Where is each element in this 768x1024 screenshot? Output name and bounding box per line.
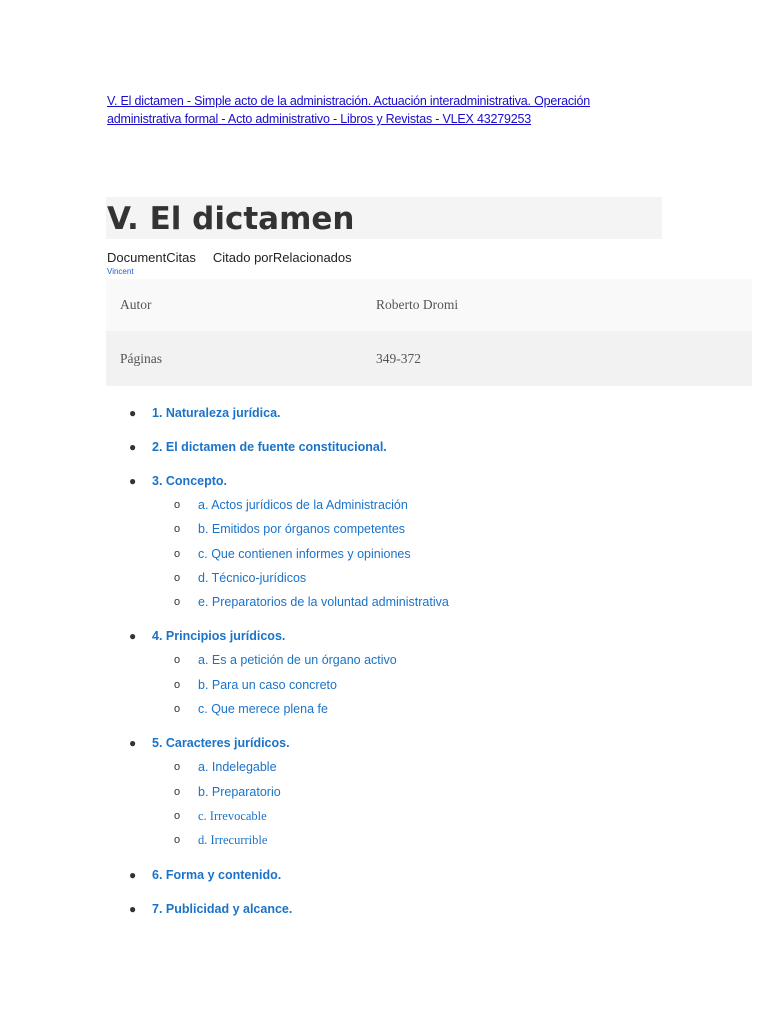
metadata-key: Páginas bbox=[106, 331, 362, 386]
metadata-value: Roberto Dromi bbox=[362, 279, 752, 331]
circle-bullet-icon: o bbox=[174, 547, 181, 560]
circle-bullet-icon: o bbox=[174, 761, 181, 774]
tab-relacionados[interactable]: Relacionados bbox=[272, 250, 352, 265]
toc-item[interactable]: ● 1. Naturaleza jurídica. bbox=[0, 401, 768, 425]
circle-bullet-icon: o bbox=[174, 809, 181, 822]
toc-subitem[interactable]: o b. Para un caso concreto bbox=[152, 673, 768, 697]
metadata-table bbox=[106, 279, 752, 386]
toc-item[interactable]: ● 4. Principios jurídicos. bbox=[0, 624, 768, 648]
tab-citas[interactable]: Citas bbox=[166, 250, 196, 265]
toc-subitem[interactable]: o d. Irrecurrible bbox=[152, 828, 768, 852]
toc-subgroup bbox=[0, 493, 768, 614]
metadata-row-pages bbox=[106, 331, 752, 386]
bullet-icon: ● bbox=[129, 474, 137, 488]
circle-bullet-icon: o bbox=[174, 596, 181, 609]
toc-subitem[interactable]: o c. Irrevocable bbox=[152, 804, 768, 828]
toc-subitem[interactable]: o d. Técnico-jurídicos bbox=[152, 566, 768, 590]
tab-citado-por[interactable]: Citado por bbox=[212, 250, 273, 265]
circle-bullet-icon: o bbox=[174, 499, 181, 511]
circle-bullet-icon: o bbox=[174, 703, 181, 716]
page-title: V. El dictamen bbox=[107, 201, 355, 237]
circle-bullet-icon: o bbox=[174, 678, 181, 691]
metadata-value: 349-372 bbox=[362, 331, 752, 386]
bullet-icon: ● bbox=[129, 629, 137, 644]
toc-subitem[interactable]: o a. Actos jurídicos de la Administración bbox=[152, 493, 768, 517]
bullet-icon: ● bbox=[129, 901, 137, 916]
toc-item[interactable]: ● 6. Forma y contenido. bbox=[0, 863, 768, 887]
vincent-label[interactable]: Vincent bbox=[107, 267, 134, 276]
toc-subitem[interactable]: o b. Preparatorio bbox=[152, 780, 768, 804]
toc-subgroup bbox=[0, 755, 768, 852]
toc-subgroup bbox=[0, 648, 768, 721]
circle-bullet-icon: o bbox=[174, 654, 181, 667]
circle-bullet-icon: o bbox=[174, 785, 181, 798]
circle-bullet-icon: o bbox=[174, 523, 181, 536]
bullet-icon: ● bbox=[129, 736, 137, 751]
toc-subitem[interactable]: o e. Preparatorios de la voluntad administrativa bbox=[152, 590, 768, 614]
circle-bullet-icon: o bbox=[174, 834, 181, 847]
toc-subitem[interactable]: o a. Indelegable bbox=[152, 755, 768, 779]
toc-item[interactable]: ● 2. El dictamen de fuente constitucional. bbox=[0, 435, 768, 459]
table-of-contents bbox=[0, 401, 768, 921]
toc-subitem[interactable]: o a. Es a petición de un órgano activo bbox=[152, 648, 768, 672]
tab-document[interactable]: Document bbox=[107, 250, 167, 265]
toc-subitem[interactable]: o c. Que contienen informes y opiniones bbox=[152, 542, 768, 566]
circle-bullet-icon: o bbox=[174, 571, 181, 584]
metadata-key: Autor bbox=[106, 279, 362, 331]
toc-item[interactable]: ● 7. Publicidad y alcance. bbox=[0, 897, 768, 921]
toc-subitem[interactable]: o b. Emitidos por órganos competentes bbox=[152, 517, 768, 541]
document-source-link[interactable]: V. El dictamen - Simple acto de la administración. Actuación interadministrativa. Operación administrativa formal - Acto administrativo - Libros y Revistas - VLEX 43279253 bbox=[107, 94, 590, 126]
document-tabs bbox=[107, 250, 352, 266]
toc-item[interactable]: ● 5. Caracteres jurídicos. bbox=[0, 731, 768, 755]
toc-subitem[interactable]: o c. Que merece plena fe bbox=[152, 697, 768, 721]
bullet-icon: ● bbox=[129, 440, 137, 454]
toc-item[interactable]: ● 3. Concepto. bbox=[0, 469, 768, 493]
bullet-icon: ● bbox=[129, 406, 137, 420]
bullet-icon: ● bbox=[129, 867, 137, 882]
metadata-row-author bbox=[106, 279, 752, 331]
